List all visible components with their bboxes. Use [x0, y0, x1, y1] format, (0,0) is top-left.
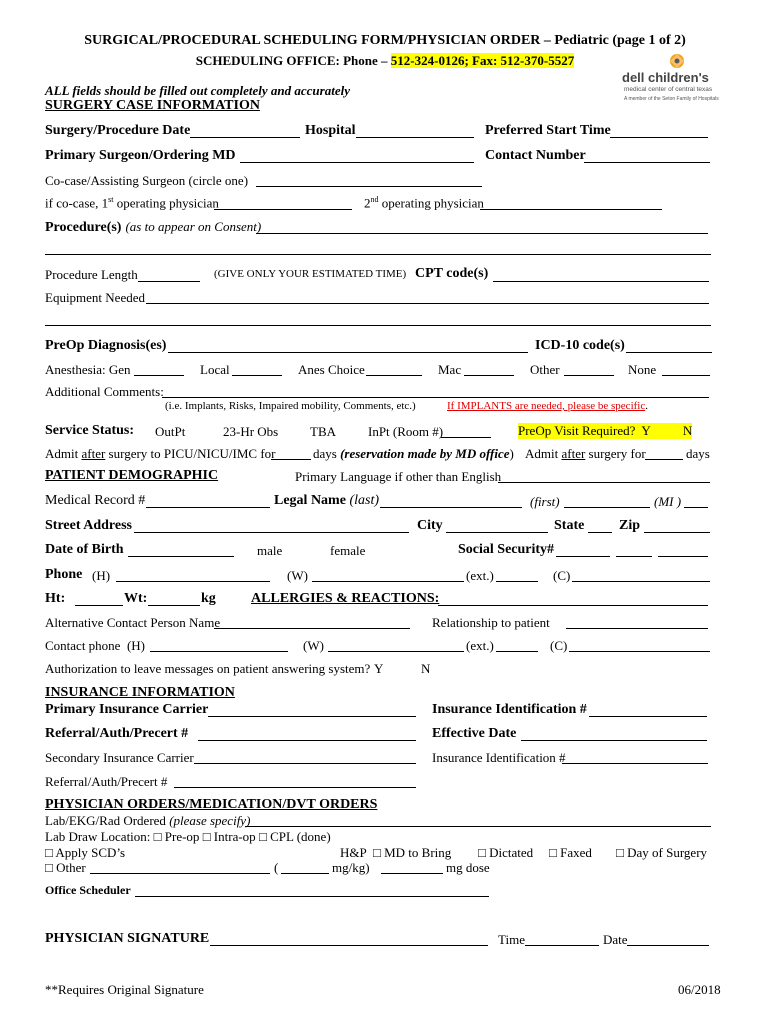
- second-op-a: 2: [364, 195, 371, 211]
- city-field[interactable]: [446, 532, 548, 533]
- service-inpt[interactable]: InPt (Room #): [368, 424, 444, 439]
- admit-picu-label: [45, 446, 276, 462]
- wt-text: Wt: [124, 591, 143, 606]
- date-label: Date: [603, 932, 628, 947]
- fill-note: ALL fields should be filled out completely and accurately: [45, 83, 350, 98]
- referral-field[interactable]: [198, 740, 416, 741]
- implants-warning-text: If IMPLANTS are needed, please be specific: [447, 400, 646, 412]
- anesthesia-mac-label: Mac: [438, 362, 462, 377]
- relationship-label: Relationship to patient: [432, 615, 550, 630]
- logo-line2: medical center of central texas: [624, 86, 713, 93]
- admit-picu-d: (reservation made by MD office: [340, 446, 510, 461]
- service-outpt[interactable]: OutPt: [155, 424, 186, 439]
- referral2-label: Referral/Auth/Precert #: [45, 774, 168, 789]
- secondary-carrier-field[interactable]: [194, 763, 416, 764]
- alt-contact-field[interactable]: [214, 628, 410, 629]
- hospital-label: Hospital: [305, 123, 356, 138]
- insurance-heading: INSURANCE INFORMATION: [45, 685, 235, 700]
- service-status-label: Service Status:: [45, 423, 135, 438]
- procedures-note: (as to appear on Consent): [125, 219, 262, 234]
- contact-phone-cell-label: (C): [550, 638, 568, 653]
- additional-note: (i.e. Implants, Risks, Impaired mobility, Comments, etc.): [165, 400, 416, 412]
- mgdose-label: mg dose: [446, 860, 490, 875]
- procedures-field-2[interactable]: [45, 254, 711, 255]
- patient-heading: PATIENT DEMOGRAPHIC: [45, 468, 219, 483]
- state-field[interactable]: [588, 532, 612, 533]
- alt-contact-label: Alternative Contact Person Name: [45, 615, 221, 630]
- checkbox-icon[interactable]: □: [45, 860, 53, 875]
- procedures-title: Procedure(s): [45, 220, 122, 235]
- faxed-option: [549, 845, 592, 861]
- scd-option: [45, 845, 125, 861]
- phone-ext-field[interactable]: [496, 581, 538, 582]
- admit-days-label: [525, 446, 646, 462]
- md-bring-text: MD to Bring: [384, 845, 452, 860]
- anesthesia-choice-label: Anes Choice: [298, 362, 365, 377]
- legal-name-label: [274, 493, 379, 509]
- admit-picu-tail: [313, 446, 514, 462]
- phone-home-label: (H): [92, 568, 111, 583]
- city-label: City: [417, 518, 443, 533]
- street-label: Street Address: [45, 518, 132, 533]
- implants-warning: If IMPLANTS are needed, please be specific.: [447, 400, 648, 412]
- contact-phone-ext-label: (ext.): [466, 638, 494, 653]
- mgkg-label: mg/kg): [332, 860, 370, 875]
- checkbox-icon[interactable]: □: [259, 829, 267, 844]
- dob-field[interactable]: [128, 556, 234, 557]
- legal-name-last: (last): [349, 493, 379, 508]
- faxed-text: Faxed: [560, 845, 592, 860]
- contact-phone-text: Contact phone: [45, 638, 121, 653]
- admit-picu-c: days: [313, 446, 337, 461]
- inpt-room-field[interactable]: [441, 437, 491, 438]
- contact-phone-work-label: (W): [303, 638, 324, 653]
- referral2-field[interactable]: [174, 787, 416, 788]
- mgkg-field[interactable]: [281, 873, 329, 874]
- anesthesia-gen-field[interactable]: [134, 375, 184, 376]
- cpl-option: [259, 829, 331, 845]
- contact-phone-cell-field[interactable]: [569, 651, 710, 652]
- additional-comments-label: Additional Comments:: [45, 384, 164, 399]
- service-obs[interactable]: 23-Hr Obs: [223, 424, 279, 439]
- admit-days-field[interactable]: [645, 459, 683, 460]
- dictated-text: Dictated: [489, 845, 534, 860]
- phone-label: Phone: [45, 567, 83, 582]
- admit-picu-a: Admit: [45, 446, 79, 461]
- cpt-label: CPT code(s): [415, 266, 489, 281]
- admit-days-after: after: [561, 446, 586, 461]
- admit-picu-days-field[interactable]: [271, 459, 311, 460]
- cpl-text: CPL (done): [270, 829, 331, 844]
- checkbox-icon[interactable]: □: [478, 845, 486, 860]
- first-op-b: operating physician: [113, 195, 219, 211]
- insurance-id-field[interactable]: [589, 716, 707, 717]
- anesthesia-local-label: Local: [200, 362, 230, 377]
- admit-days-b: surgery for: [588, 446, 646, 461]
- contact-number-field[interactable]: [584, 162, 710, 163]
- estimated-time-note: (GIVE ONLY YOUR ESTIMATED TIME): [214, 268, 407, 280]
- logo-name: dell children's: [622, 70, 709, 85]
- checkbox-icon[interactable]: □: [549, 845, 557, 860]
- gender-male[interactable]: male: [257, 543, 283, 558]
- case-heading: SURGERY CASE INFORMATION: [45, 98, 260, 113]
- medical-record-label: Medical Record #: [45, 493, 146, 508]
- office-scheduler-label: Office Scheduler: [45, 883, 131, 897]
- orders-heading: PHYSICIAN ORDERS/MEDICATION/DVT ORDERS: [45, 797, 378, 812]
- primary-surgeon-field[interactable]: [240, 162, 474, 163]
- ssn-label: Social Security#: [458, 542, 555, 557]
- contact-phone-h: (H): [126, 638, 146, 653]
- anesthesia-local-field[interactable]: [232, 375, 282, 376]
- contact-phone-work-field[interactable]: [328, 651, 464, 652]
- contact-phone-home-field[interactable]: [150, 651, 288, 652]
- height-field[interactable]: [75, 605, 123, 606]
- hospital-field[interactable]: [356, 137, 474, 138]
- contact-number-label: Contact Number: [485, 148, 586, 163]
- legal-mi-field[interactable]: [684, 507, 708, 508]
- primary-language-field[interactable]: [498, 482, 710, 483]
- day-of-surgery-text: Day of Surgery: [627, 845, 708, 860]
- lab-ekg-field[interactable]: [245, 826, 711, 827]
- procedures-label: [45, 218, 261, 236]
- legal-first-label: (first): [530, 494, 560, 509]
- anesthesia-other-field[interactable]: [564, 375, 614, 376]
- hp-label: H&P: [340, 845, 367, 860]
- cocase-field[interactable]: [256, 186, 482, 187]
- anesthesia-gen-label: Anesthesia: Gen: [45, 362, 131, 377]
- form-version: 06/2018: [678, 982, 721, 997]
- second-op-field[interactable]: [480, 209, 662, 210]
- legal-mi-label: (MI ): [654, 494, 682, 509]
- service-tba[interactable]: TBA: [310, 424, 336, 439]
- anesthesia-other-label: Other: [530, 362, 560, 377]
- phone-ext-label: (ext.): [466, 568, 494, 583]
- medical-record-field[interactable]: [146, 507, 270, 508]
- other-option: [45, 860, 86, 876]
- zip-label: Zip: [619, 518, 641, 533]
- effective-date-label: Effective Date: [432, 726, 517, 741]
- phone-cell-field[interactable]: [572, 581, 710, 582]
- surgery-date-field[interactable]: [190, 137, 300, 138]
- anesthesia-none-label: None: [628, 362, 657, 377]
- admit-picu-e: ): [509, 446, 514, 461]
- weight-field[interactable]: [148, 605, 200, 606]
- ssn-field-1[interactable]: [556, 556, 610, 557]
- primary-carrier-label: Primary Insurance Carrier: [45, 702, 209, 717]
- ssn-field-3[interactable]: [658, 556, 708, 557]
- cpt-field[interactable]: [493, 281, 709, 282]
- scheduling-prefix: SCHEDULING OFFICE: Phone –: [195, 53, 388, 68]
- form-title: SURGICAL/PROCEDURAL SCHEDULING FORM/PHYSICIAN ORDER – Pediatric (page 1 of 2): [84, 33, 686, 48]
- procedure-length-field[interactable]: [138, 281, 200, 282]
- checkbox-icon[interactable]: □: [202, 829, 211, 844]
- contact-phone-ext-field[interactable]: [496, 651, 538, 652]
- legal-name-title: Legal Name: [274, 493, 346, 508]
- procedure-length-label: Procedure Length: [45, 267, 138, 282]
- phone-cell-label: (C): [553, 568, 571, 583]
- lab-ekg-b: (please specify): [169, 813, 251, 828]
- checkbox-icon[interactable]: □: [45, 845, 53, 860]
- preferred-start-label: Preferred Start Time: [485, 123, 611, 138]
- ht-text: Ht: [45, 591, 61, 606]
- checkbox-icon[interactable]: □: [373, 845, 381, 860]
- icd10-field[interactable]: [626, 352, 712, 353]
- original-signature-note: **Requires Original Signature: [45, 982, 204, 997]
- first-op-sup: st: [108, 195, 114, 204]
- intraop-option: Intra-op: [213, 829, 256, 844]
- date-field[interactable]: [627, 945, 709, 946]
- physician-signature-label: PHYSICIAN SIGNATURE: [45, 931, 210, 946]
- physician-signature-field[interactable]: [210, 945, 488, 946]
- office-scheduler-field[interactable]: [135, 896, 489, 897]
- auth-yes[interactable]: Y: [374, 661, 384, 676]
- preop-option: Pre-op: [164, 829, 200, 844]
- ssn-field-2[interactable]: [616, 556, 652, 557]
- second-op-b: operating physician: [378, 195, 484, 211]
- time-field[interactable]: [525, 945, 599, 946]
- relationship-field[interactable]: [566, 628, 708, 629]
- primary-language-label: Primary Language if other than English: [295, 469, 502, 484]
- admit-picu-b: surgery to PICU/NICU/IMC for: [108, 446, 276, 461]
- scheduling-numbers: 512-324-0126; Fax: 512-370-5527: [390, 53, 575, 68]
- admit-picu-after: after: [81, 446, 106, 461]
- equipment-label: Equipment Needed: [45, 290, 145, 305]
- insurance-id2-field[interactable]: [562, 763, 708, 764]
- primary-surgeon-label: Primary Surgeon/Ordering MD: [45, 148, 236, 163]
- scd-text: Apply SCD’s: [55, 845, 126, 860]
- phone-work-label: (W): [287, 568, 308, 583]
- zip-field[interactable]: [644, 532, 710, 533]
- equipment-field[interactable]: [146, 303, 709, 304]
- anesthesia-none-field[interactable]: [662, 375, 710, 376]
- admit-days-unit: days: [686, 446, 710, 461]
- surgery-date-label: Surgery/Procedure Date: [45, 123, 191, 138]
- kg-label: kg: [201, 591, 216, 606]
- allergies-label: ALLERGIES & REACTIONS:: [251, 591, 440, 606]
- lab-ekg-a: Lab/EKG/Rad Ordered: [45, 813, 166, 828]
- icd10-label: ICD-10 code(s): [535, 338, 625, 353]
- legal-first-field[interactable]: [564, 507, 650, 508]
- checkbox-icon[interactable]: □: [153, 829, 162, 844]
- preferred-start-field[interactable]: [610, 137, 708, 138]
- auth-label: Authorization to leave messages on patient answering system?: [45, 661, 371, 676]
- admit-days-a: Admit: [525, 446, 559, 461]
- second-op-label: [364, 195, 484, 211]
- auth-no[interactable]: N: [421, 661, 431, 676]
- procedures-field[interactable]: [256, 233, 708, 234]
- allergies-field[interactable]: [438, 605, 708, 606]
- time-label: Time: [498, 932, 525, 947]
- preop-dx-label: PreOp Diagnosis(es): [45, 338, 167, 353]
- dob-label: Date of Birth: [45, 542, 124, 557]
- mgdose-field[interactable]: [381, 873, 443, 874]
- lab-ekg-label: [45, 813, 250, 829]
- phone-work-field[interactable]: [312, 581, 464, 582]
- lab-draw-row: [45, 829, 256, 845]
- cocase-label: Co-case/Assisting Surgeon (circle one): [45, 173, 249, 188]
- contact-phone-label: [45, 638, 145, 654]
- anesthesia-choice-field[interactable]: [366, 375, 422, 376]
- lab-draw-label: Lab Draw Location:: [45, 829, 151, 844]
- weight-label: Wt:: [124, 591, 148, 606]
- other-med-field[interactable]: [90, 873, 270, 874]
- dictated-option: [478, 845, 533, 861]
- state-label: State: [554, 518, 585, 533]
- referral-label: Referral/Auth/Precert #: [45, 726, 189, 741]
- first-op-label: [45, 195, 219, 211]
- secondary-carrier-label: Secondary Insurance Carrier: [45, 750, 194, 765]
- first-op-field[interactable]: [214, 209, 352, 210]
- insurance-id2-label: Insurance Identification #: [432, 750, 566, 765]
- preop-visit-required[interactable]: PreOp Visit Required? Y N: [518, 423, 693, 438]
- second-op-sup: nd: [370, 195, 379, 204]
- insurance-id-label: Insurance Identification #: [432, 702, 587, 717]
- mgkg-open: (: [274, 860, 279, 875]
- height-label: Ht:: [45, 591, 66, 606]
- preop-dx-field[interactable]: [168, 352, 528, 353]
- equipment-field-2[interactable]: [45, 325, 711, 326]
- primary-carrier-field[interactable]: [208, 716, 416, 717]
- first-op-a: if co-case, 1: [45, 195, 109, 211]
- logo-line3: A member of the Seton Family of Hospitals: [624, 96, 719, 102]
- effective-date-field[interactable]: [521, 740, 707, 741]
- additional-comments-field[interactable]: [162, 397, 709, 398]
- phone-home-field[interactable]: [116, 581, 270, 582]
- other-text: Other: [56, 860, 86, 875]
- day-of-surgery-option: [616, 845, 707, 861]
- street-field[interactable]: [134, 532, 409, 533]
- dell-children-logo-icon: [622, 52, 722, 108]
- gender-female[interactable]: female: [330, 543, 366, 558]
- legal-last-field[interactable]: [380, 507, 522, 508]
- checkbox-icon[interactable]: □: [616, 845, 624, 860]
- md-bring-option: [373, 845, 451, 861]
- anesthesia-mac-field[interactable]: [464, 375, 514, 376]
